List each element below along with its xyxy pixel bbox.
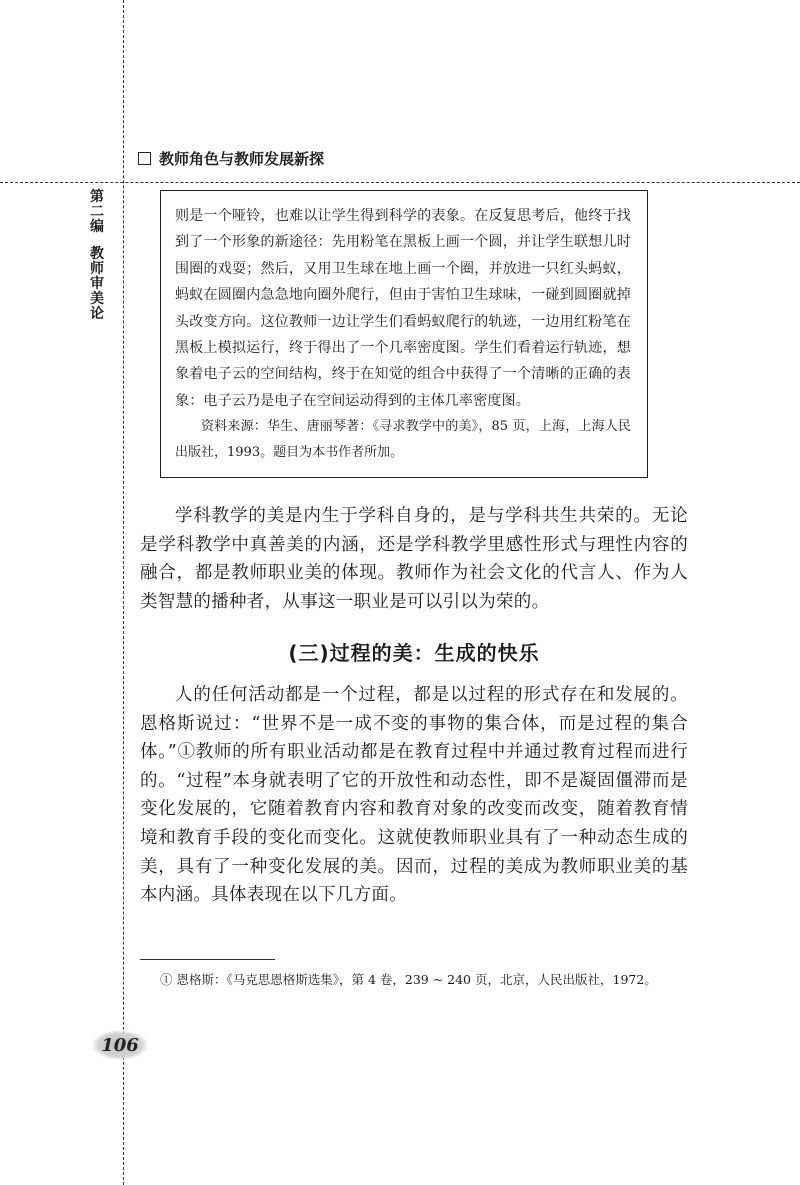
body-paragraph-1: 学科教学的美是内生于学科自身的，是与学科共生共荣的。无论是学科教学中真善美的内涵，还是学科教学里感性形式与理性内容的融合，都是教师职业美的体现。教师作为社会文化的代言人、作为人类智慧的播种者，从事这一职业是可以引以为荣的。 — [140, 506, 688, 612]
side-section-label — [86, 190, 108, 322]
running-header — [138, 148, 324, 169]
footnote: ① 恩格斯：《马克思恩格斯选集》，第 4 卷，239 ~ 240 页，北京，人民出版社，1972。 — [160, 972, 657, 987]
running-header-title: 教师角色与教师发展新探 — [159, 150, 325, 168]
binding-guide-line — [123, 0, 124, 1185]
case-study-text: 则是一个哑铃，也难以让学生得到科学的表象。在反复思考后，他终于找到了一个形象的新途径：先用粉笔在黑板上画一个圆，并让学生联想儿时围圈的戏耍；然后，又用卫生球在地上画一个圈，并放进一只红头蚂蚁，蚂蚁在圆圈内急急地向圈外爬行，但由于害怕卫生球味，一碰到圆圈就掉头改变方向。这位教师一边让学生们看蚂蚁爬行的轨迹，一边用红粉笔在黑板上模拟运行，终于得出了一个几率密度图。学生们看着运行轨迹，想象着电子云的空间结构，终于在知觉的组合中获得了一个清晰的正确的表象：电子云乃是电子在空间运动得到的主体几率密度图。 — [175, 208, 631, 409]
square-bullet-icon — [138, 152, 151, 165]
page-number: 106 — [101, 1034, 139, 1056]
header-guide-line — [0, 182, 800, 183]
section-heading: (三)过程的美：生成的快乐 — [288, 641, 540, 665]
case-study-box — [160, 190, 648, 478]
page-number-badge — [92, 1030, 148, 1060]
case-study-citation: 资料来源：华生、唐丽琴著：《寻求教学中的美》，85 页，上海，上海人民出版社，1993。题目为本书作者所加。 — [175, 419, 631, 461]
body-paragraph-2: 人的任何活动都是一个过程，都是以过程的形式存在和发展的。恩格斯说过：“世界不是一成不变的事物的集合体，而是过程的集合体。”①教师的所有职业活动都是在教育过程中并通过教育过程而进行的。“过程”本身就表明了它的开放性和动态性，即不是凝固僵滞而是变化发展的，它随着教育内容和教育对象的改变而改变，随着教育情境和教育手段的变化而变化。这就使教师职业具有了一种动态生成的美，具有了一种变化发展的美。因而，过程的美成为教师职业美的基本内涵。具体表现在以下几方面。 — [140, 685, 688, 906]
footnote-separator — [140, 959, 275, 960]
side-title-label: 教师审美论 — [90, 246, 104, 322]
side-part-label: 第二编 — [90, 189, 104, 235]
